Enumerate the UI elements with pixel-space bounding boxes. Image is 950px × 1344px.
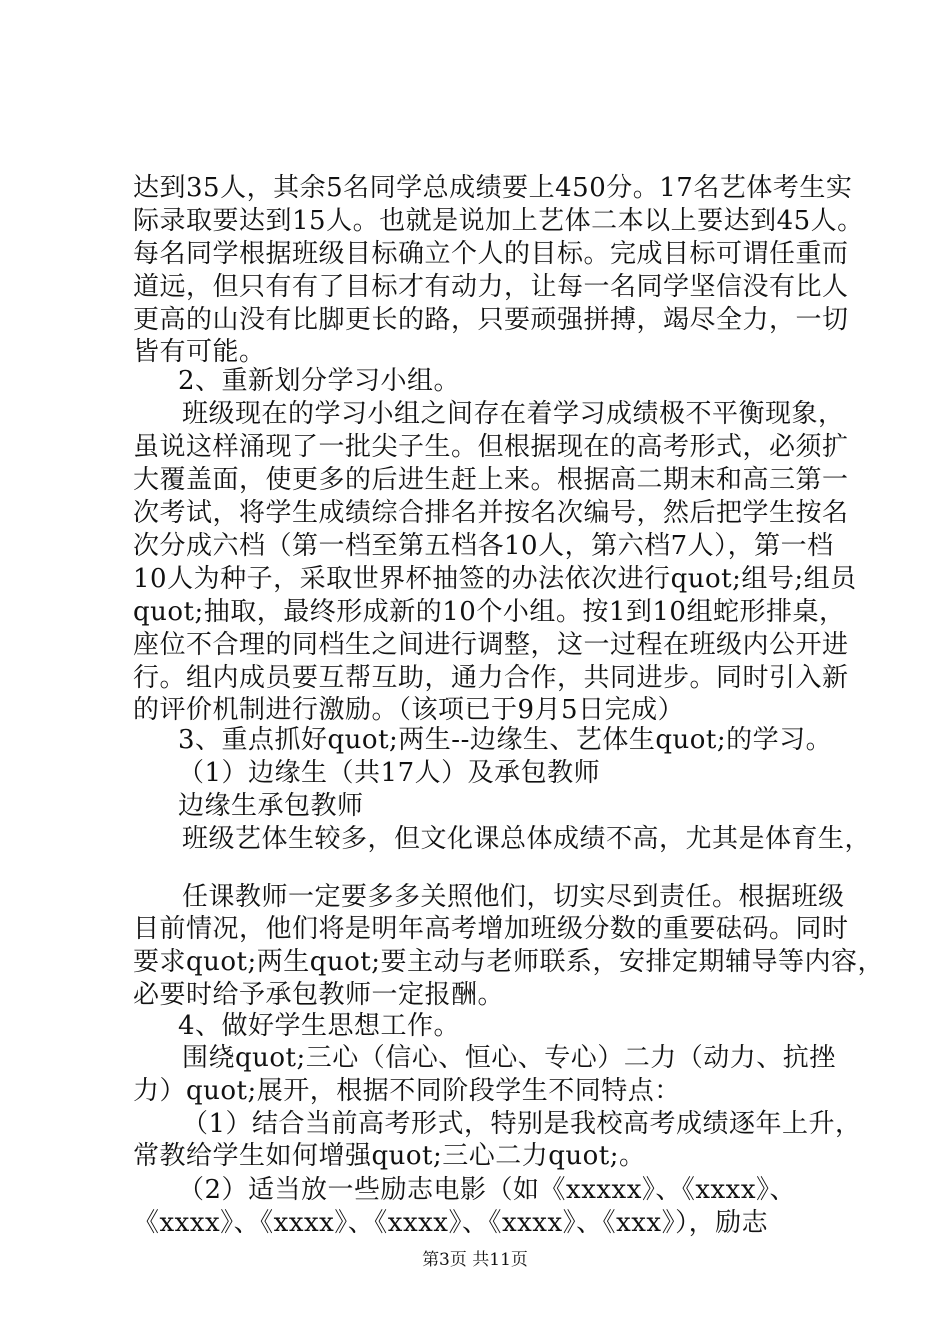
text-line: 围绕quot;三心（信心、恒心、专心）二力（动力、抗挫	[182, 1043, 836, 1073]
text-line: 次考试，将学生成绩综合排名并按名次编号，然后把学生按名	[133, 498, 849, 528]
text-line: 要求quot;两生quot;要主动与老师联系，安排定期辅导等内容，	[133, 947, 885, 977]
text-line: 班级现在的学习小组之间存在着学习成绩极不平衡现象，	[182, 399, 845, 429]
text-line: 目前情况，他们将是明年高考增加班级分数的重要砝码。同时	[133, 914, 849, 944]
text-line: 必要时给予承包教师一定报酬。	[133, 980, 505, 1010]
text-line: 班级艺体生较多，但文化课总体成绩不高，尤其是体育生，	[182, 824, 872, 854]
text-line: 际录取要达到15人。也就是说加上艺体二本以上要达到45人。	[133, 206, 864, 236]
section-heading: 4、做好学生思想工作。	[178, 1011, 461, 1041]
text-line: 皆有可能。	[133, 337, 266, 367]
text-line: 力）quot;展开，根据不同阶段学生不同特点：	[133, 1076, 681, 1106]
text-line: 座位不合理的同档生之间进行调整，这一过程在班级内公开进	[133, 630, 849, 660]
text-line: 次分成六档（第一档至第五档各10人，第六档7人），第一档	[133, 531, 834, 561]
text-line: quot;抽取，最终形成新的10个小组。按1到10组蛇形排桌，	[133, 597, 846, 627]
text-line: 达到35人，其余5名同学总成绩要上450分。17名艺体考生实	[133, 173, 853, 203]
text-line: 道远，但只有有了目标才有动力，让每一名同学坚信没有比人	[133, 272, 849, 302]
text-line: 《xxxx》、《xxxx》、《xxxx》、《xxxx》、《xxx》），励志	[133, 1208, 769, 1238]
text-line: 任课教师一定要多多关照他们，切实尽到责任。根据班级	[182, 882, 845, 912]
text-line: 边缘生承包教师	[178, 791, 364, 821]
text-line: 常教给学生如何增强quot;三心二力quot;。	[133, 1141, 646, 1171]
text-line: 行。组内成员要互帮互助，通力合作，共同进步。同时引入新	[133, 663, 849, 693]
section-heading: 2、重新划分学习小组。	[178, 366, 461, 396]
section-heading: 3、重点抓好quot;两生--边缘生、艺体生quot;的学习。	[178, 725, 833, 755]
text-line: 每名同学根据班级目标确立个人的目标。完成目标可谓任重而	[133, 239, 849, 269]
text-line: 的评价机制进行激励。（该项已于9月5日完成）	[133, 695, 685, 725]
text-line: 大覆盖面，使更多的后进生赶上来。根据高二期末和高三第一	[133, 465, 849, 495]
text-line: 10人为种子，采取世界杯抽签的办法依次进行quot;组号;组员	[133, 564, 857, 594]
text-line: （2）适当放一些励志电影（如《xxxxx》、《xxxx》、	[178, 1175, 797, 1205]
text-line: 更高的山没有比脚更长的路，只要顽强拼搏，竭尽全力，一切	[133, 305, 849, 335]
subsection-heading: （1）边缘生（共17人）及承包教师	[178, 758, 601, 788]
page-number: 第3页 共11页	[422, 1250, 528, 1270]
text-line: 虽说这样涌现了一批尖子生。但根据现在的高考形式，必须扩	[133, 432, 849, 462]
text-line: （1）结合当前高考形式，特别是我校高考成绩逐年上升，	[182, 1109, 862, 1139]
